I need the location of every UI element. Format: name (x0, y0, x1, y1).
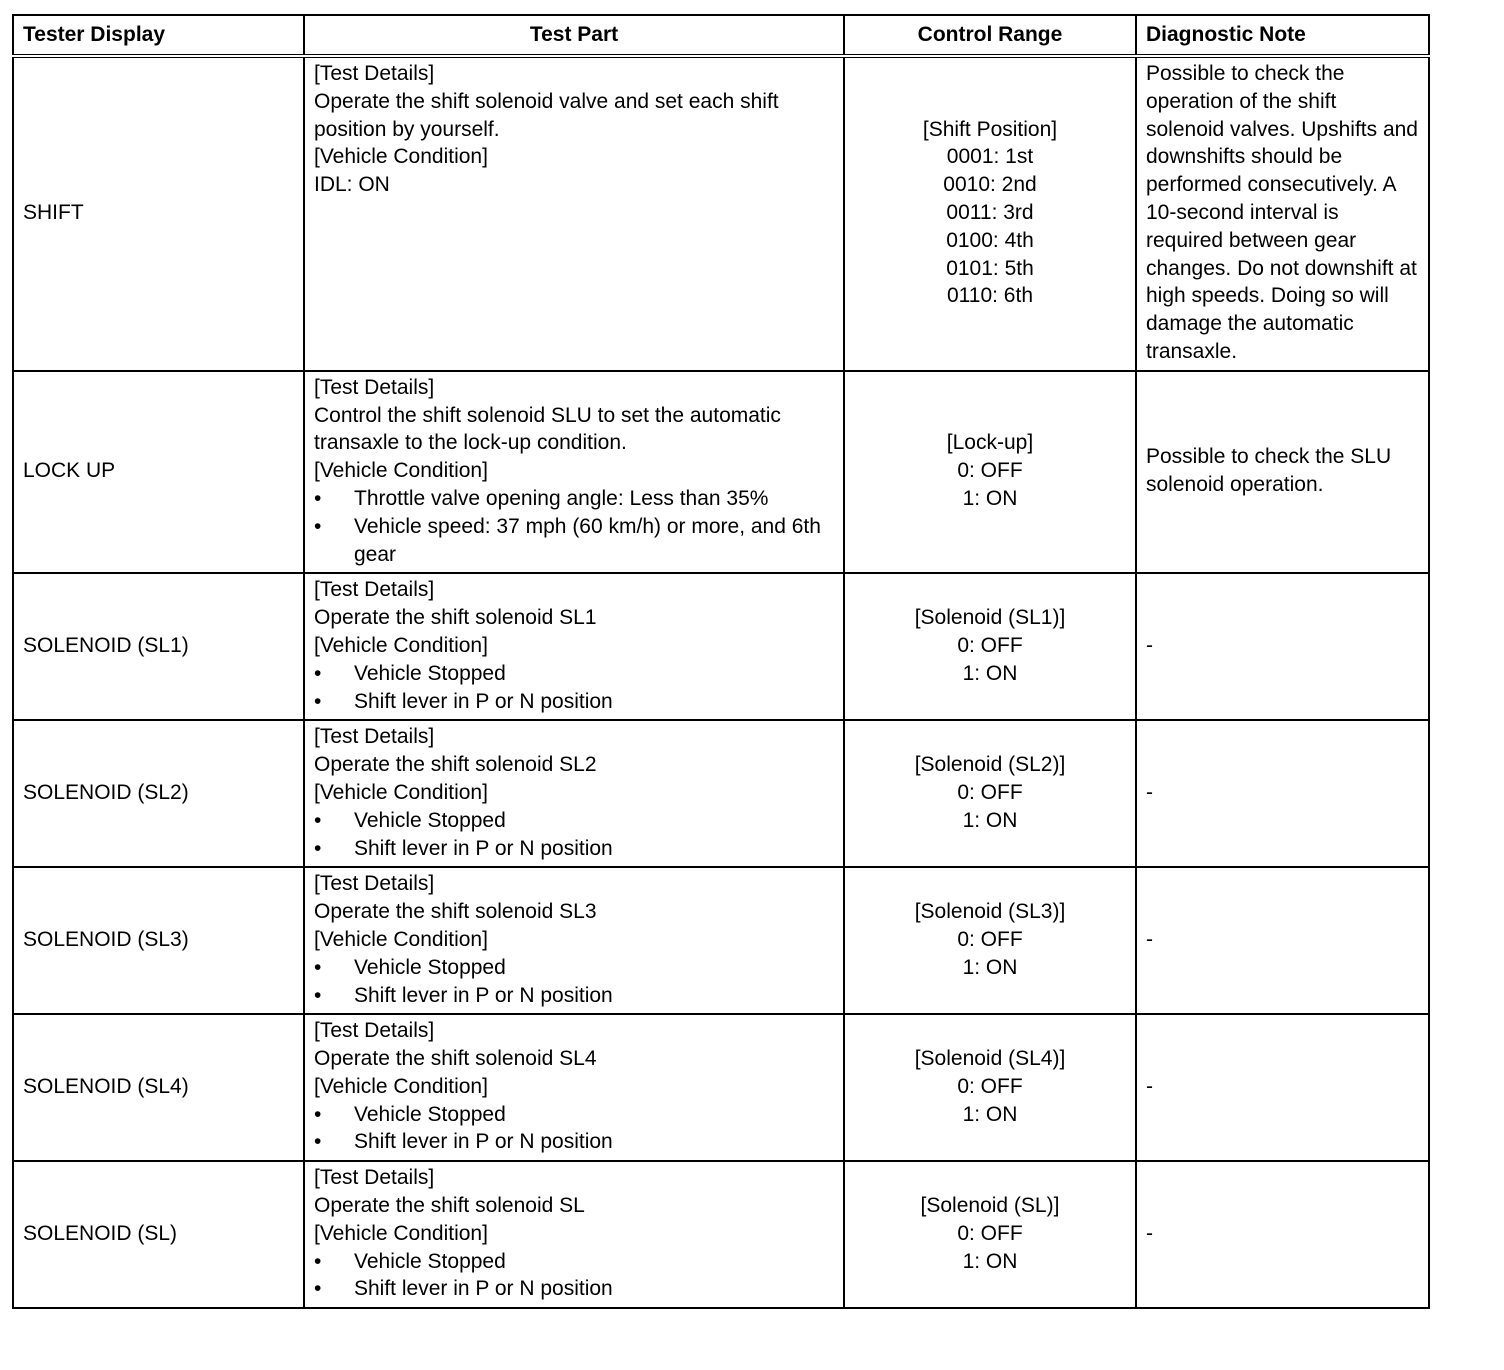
bullet-icon: • (314, 1249, 322, 1273)
test-details-label: [Test Details] (314, 1019, 435, 1043)
control-range-value: 1: ON (962, 955, 1018, 979)
vehicle-condition-item (314, 688, 834, 716)
vehicle-condition-item (314, 807, 834, 835)
control-range-values (854, 926, 1126, 982)
vehicle-condition-text: Shift lever in P or N position (354, 836, 613, 860)
test-details-label: [Test Details] (314, 725, 435, 749)
test-details-label: [Test Details] (314, 872, 435, 896)
diagnostic-note-text: - (1146, 927, 1153, 951)
control-range-value: 0101: 5th (946, 256, 1034, 280)
control-range-values (854, 457, 1126, 513)
vehicle-condition-text: Vehicle Stopped (354, 661, 506, 685)
tester-display-value: SOLENOID (SL4) (23, 1074, 189, 1098)
control-range-value: 0: OFF (957, 633, 1023, 657)
vehicle-condition-list (314, 807, 834, 863)
test-details-text: Operate the shift solenoid SL1 (314, 606, 597, 630)
test-details-label: [Test Details] (314, 578, 435, 602)
bullet-icon: • (314, 955, 322, 979)
table-row (13, 573, 1429, 720)
control-range-title: [Solenoid (SL3)] (914, 900, 1066, 924)
tester-display-value: SOLENOID (SL) (23, 1221, 178, 1245)
control-range-value: 0: OFF (957, 459, 1023, 483)
document-page (12, 14, 1430, 1309)
control-range-value: 0011: 3rd (946, 200, 1034, 224)
bullet-icon: • (314, 689, 322, 713)
vehicle-condition-text: Shift lever in P or N position (354, 1277, 613, 1301)
diagnostic-note-cell (1136, 1014, 1429, 1161)
test-details-text: Operate the shift solenoid SL3 (314, 900, 597, 924)
vehicle-condition-item (314, 1101, 834, 1129)
tester-display-value: SHIFT (23, 200, 84, 224)
control-range-title: [Solenoid (SL1)] (914, 606, 1066, 630)
header-test-part: Test Part (304, 15, 844, 56)
diagnostic-note-text: Possible to check the operation of the shift solenoid valves. Upshifts and downshifts should be performed consecutively. A 10-second interval is required between gear changes. Do not downshift at high speeds. Doing so will damage the automatic transaxle. (1146, 62, 1418, 363)
table-row (13, 371, 1429, 574)
vehicle-condition-text: Shift lever in P or N position (354, 1130, 613, 1154)
vehicle-condition-list (314, 660, 834, 716)
table-body (13, 56, 1429, 1308)
vehicle-condition-list (314, 954, 834, 1010)
vehicle-condition-label: [Vehicle Condition] (314, 1074, 488, 1098)
bullet-icon: • (314, 836, 322, 860)
control-range-cell (844, 371, 1136, 574)
control-range-title: [Solenoid (SL)] (920, 1194, 1060, 1218)
control-range-value: 0110: 6th (946, 284, 1034, 308)
tester-display-cell (13, 1014, 304, 1161)
bullet-icon: • (314, 661, 322, 685)
test-part-cell (304, 573, 844, 720)
table-row (13, 1014, 1429, 1161)
control-range-cell (844, 1014, 1136, 1161)
test-details-label: [Test Details] (314, 62, 435, 85)
tester-display-cell (13, 1161, 304, 1308)
diagnostic-note-cell (1136, 720, 1429, 867)
control-range-cell (844, 56, 1136, 371)
control-range-title: [Solenoid (SL4)] (914, 1047, 1066, 1071)
test-part-cell (304, 1014, 844, 1161)
tester-display-value: SOLENOID (SL2) (23, 780, 189, 804)
table-row (13, 56, 1429, 371)
control-range-value: 0100: 4th (946, 228, 1034, 252)
vehicle-condition-text: Shift lever in P or N position (354, 983, 613, 1007)
control-range-value: 0001: 1st (946, 145, 1034, 169)
control-range-value: 1: ON (962, 486, 1018, 510)
diagnostic-note-text: - (1146, 1221, 1153, 1245)
control-range-values (854, 779, 1126, 835)
vehicle-condition-label: [Vehicle Condition] (314, 633, 488, 657)
diagnostic-note-cell (1136, 573, 1429, 720)
vehicle-condition-item (314, 1128, 834, 1156)
vehicle-condition-item (314, 513, 834, 569)
header-control-range: Control Range (844, 15, 1136, 56)
bullet-icon: • (314, 983, 322, 1007)
vehicle-condition-label: [Vehicle Condition] (314, 1221, 488, 1245)
control-range-value: 0: OFF (957, 780, 1023, 804)
bullet-icon: • (314, 808, 322, 832)
active-test-table (12, 14, 1430, 1309)
control-range-value: 1: ON (962, 661, 1018, 685)
test-part-cell (304, 56, 844, 371)
vehicle-condition-label: [Vehicle Condition] (314, 459, 488, 483)
vehicle-condition-item (314, 660, 834, 688)
vehicle-condition-item (314, 982, 834, 1010)
vehicle-condition-label: [Vehicle Condition] (314, 780, 488, 804)
test-part-cell (304, 1161, 844, 1308)
vehicle-condition-text: Vehicle Stopped (354, 955, 506, 979)
control-range-values (854, 1073, 1126, 1129)
table-row (13, 720, 1429, 867)
tester-display-cell (13, 371, 304, 574)
diagnostic-note-cell (1136, 1161, 1429, 1308)
control-range-value: 0: OFF (957, 1074, 1023, 1098)
test-details-text: Operate the shift solenoid SL2 (314, 753, 597, 777)
tester-display-cell (13, 720, 304, 867)
control-range-values (854, 632, 1126, 688)
vehicle-condition-text: Throttle valve opening angle: Less than 35% (354, 486, 769, 510)
bullet-icon: • (314, 1102, 322, 1126)
bullet-icon: • (314, 486, 322, 510)
test-details-text: Control the shift solenoid SLU to set the automatic transaxle to the lock-up condition. (314, 403, 781, 455)
diagnostic-note-text: - (1146, 633, 1153, 657)
test-details-label: [Test Details] (314, 375, 435, 399)
diagnostic-note-cell (1136, 371, 1429, 574)
vehicle-condition-item (314, 954, 834, 982)
tester-display-value: SOLENOID (SL1) (23, 633, 189, 657)
header-tester-display: Tester Display (13, 15, 304, 56)
control-range-cell (844, 720, 1136, 867)
control-range-cell (844, 573, 1136, 720)
vehicle-condition-text: Vehicle Stopped (354, 1102, 506, 1126)
test-part-cell (304, 720, 844, 867)
bullet-icon: • (314, 1277, 322, 1301)
control-range-title: [Solenoid (SL2)] (914, 753, 1066, 777)
vehicle-condition-label: [Vehicle Condition] (314, 145, 488, 169)
header-diagnostic-note: Diagnostic Note (1136, 15, 1429, 56)
vehicle-condition-list (314, 171, 834, 199)
header-row (13, 15, 1429, 56)
vehicle-condition-list (314, 1101, 834, 1157)
vehicle-condition-text: Shift lever in P or N position (354, 689, 613, 713)
control-range-value: 0010: 2nd (943, 173, 1037, 197)
tester-display-value: SOLENOID (SL3) (23, 927, 189, 951)
vehicle-condition-text: Vehicle speed: 37 mph (60 km/h) or more, and 6th gear (354, 514, 821, 566)
tester-display-cell (13, 867, 304, 1014)
vehicle-condition-label: [Vehicle Condition] (314, 927, 488, 951)
diagnostic-note-text: - (1146, 780, 1153, 804)
table-row (13, 1161, 1429, 1308)
vehicle-condition-text: Vehicle Stopped (354, 808, 506, 832)
control-range-value: 0: OFF (957, 927, 1023, 951)
test-details-text: Operate the shift solenoid SL4 (314, 1047, 597, 1071)
test-details-text: Operate the shift solenoid SL (314, 1194, 585, 1218)
test-details-label: [Test Details] (314, 1166, 435, 1190)
control-range-title: [Shift Position] (922, 117, 1058, 141)
control-range-value: 1: ON (962, 1249, 1018, 1273)
vehicle-condition-text: IDL: ON (314, 173, 390, 197)
control-range-values (854, 1220, 1126, 1276)
diagnostic-note-cell (1136, 867, 1429, 1014)
test-part-cell (304, 371, 844, 574)
vehicle-condition-list (314, 1248, 834, 1304)
bullet-icon: • (314, 1130, 322, 1154)
vehicle-condition-list (314, 485, 834, 568)
vehicle-condition-item (314, 1248, 834, 1276)
vehicle-condition-item (314, 1275, 834, 1303)
tester-display-cell (13, 573, 304, 720)
control-range-value: 1: ON (962, 1102, 1018, 1126)
control-range-value: 1: ON (962, 808, 1018, 832)
control-range-title: [Lock-up] (946, 431, 1034, 455)
tester-display-value: LOCK UP (23, 459, 116, 483)
control-range-values (854, 143, 1126, 310)
tester-display-cell (13, 56, 304, 371)
control-range-cell (844, 1161, 1136, 1308)
vehicle-condition-item (314, 485, 834, 513)
vehicle-condition-text: Vehicle Stopped (354, 1249, 506, 1273)
test-details-text: Operate the shift solenoid valve and set each shift position by yourself. (314, 89, 779, 141)
diagnostic-note-cell (1136, 56, 1429, 371)
control-range-cell (844, 867, 1136, 1014)
diagnostic-note-text: - (1146, 1074, 1153, 1098)
control-range-value: 0: OFF (957, 1221, 1023, 1245)
vehicle-condition-item (314, 835, 834, 863)
diagnostic-note-text: Possible to check the SLU solenoid operation. (1146, 445, 1392, 497)
table-row (13, 867, 1429, 1014)
bullet-icon: • (314, 514, 322, 538)
test-part-cell (304, 867, 844, 1014)
